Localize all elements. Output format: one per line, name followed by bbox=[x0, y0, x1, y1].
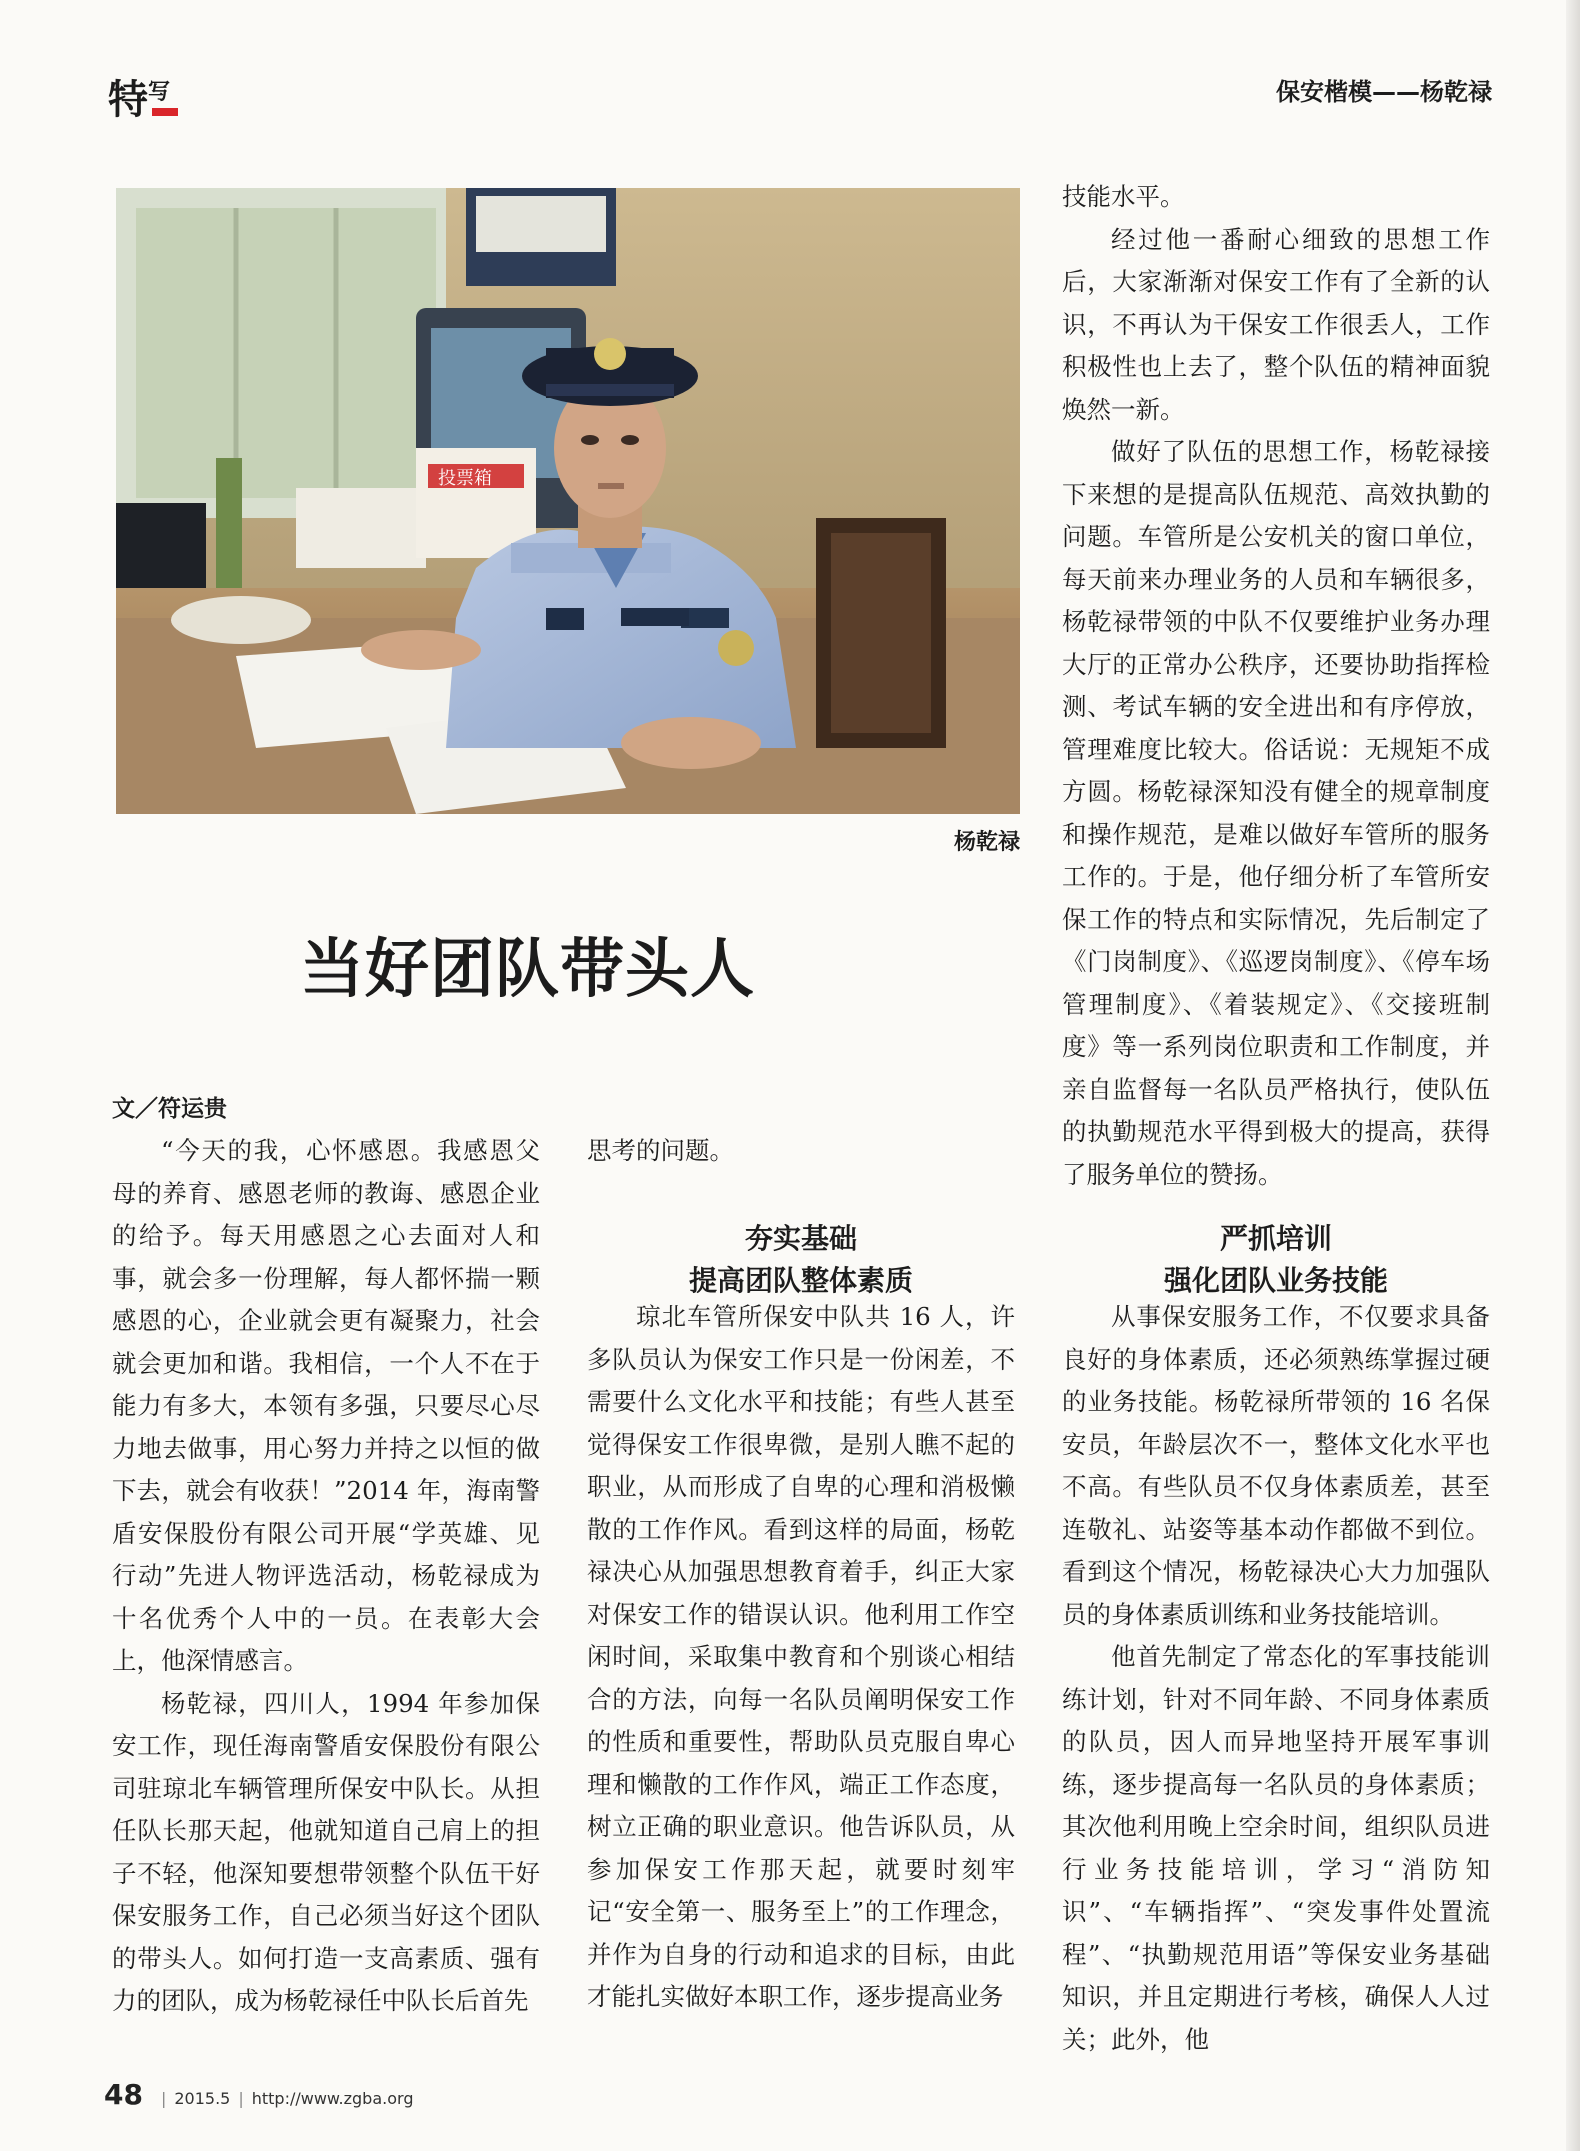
paragraph: 杨乾禄，四川人，1994 年参加保安工作，现任海南警盾安保股份有限公司驻琼北车辆管理所保安中队长。从担任队长那天起，他就知道自己肩上的担子不轻，他深知要想带领整个队伍干好保安服务工作，自己必须当好这个团队的带头人。如何打造一支高素质、强有力的团队，成为杨乾禄任中队长后首先 bbox=[112, 1688, 540, 2015]
paragraph: 做好了队伍的思想工作，杨乾禄接下来想的是提高队伍规范、高效执勤的问题。车管所是公安机关的窗口单位，每天前来办理业务的人员和车辆很多，杨乾禄带领的中队不仅要维护业务办理大厅的正常办公秩序，还要协助指挥检测、考试车辆的安全进出和有序停放，管理难度比较大。俗话说：无规矩不成方圆。杨乾禄深知没有健全的规章制度和操作规范，是难以做好车管所的服务工作的。于是，他仔细分析了车管所安保工作的特点和实际情况，先后制定了《门岗制度》、《巡逻岗制度》、《停车场管理制度》、《着装规定》、《交接班制度》等一系列岗位职责和工作制度，并亲自监督每一名队员严格执行，使队伍的执勤规范水平得到极大的提高，获得了服务单位的赞扬。 bbox=[1062, 437, 1490, 1189]
section-tag-big: 特 bbox=[108, 77, 148, 123]
page-number: 48 bbox=[104, 2078, 143, 2111]
column-3-top bbox=[1062, 176, 1490, 1196]
article-byline: 文／符运贵 bbox=[112, 1096, 227, 1122]
column-1 bbox=[112, 1130, 540, 2023]
paragraph: 技能水平。 bbox=[1062, 182, 1185, 211]
paragraph: 从事保安服务工作，不仅要求具备良好的身体素质，还必须熟练掌握过硬的业务技能。杨乾禄所带领的 16 名保安员，年龄层次不一，整体文化水平也不高。有些队员不仅身体素质差，甚至连敬礼、站姿等基本动作都做不到位。看到这个情况，杨乾禄决心大力加强队员的身体素质训练和业务技能培训。 bbox=[1062, 1302, 1490, 1629]
section-3-title-line2: 强化团队业务技能 bbox=[1163, 1264, 1388, 1297]
article-headline: 当好团队带头人 bbox=[300, 933, 755, 1007]
portrait-photo bbox=[116, 188, 1020, 814]
section-3-heading bbox=[1062, 1218, 1490, 1302]
website-url: http://www.zgba.org bbox=[251, 2089, 414, 2108]
column-3-body bbox=[1062, 1296, 1490, 2061]
section-tag-bar bbox=[152, 108, 178, 116]
section-tag bbox=[108, 68, 170, 125]
paragraph: “今天的我，心怀感恩。我感恩父母的养育、感恩老师的教诲、感恩企业的给予。每天用感恩之心去面对人和事，就会多一份理解，每人都怀揣一颗感恩的心，企业就会更有凝聚力，社会就会更加和谐。我相信，一个人不在于能力有多大，本领有多强，只要尽心尽力地去做事，用心努力并持之以恒的做下去，就会有收获！”2014 年，海南警盾安保股份有限公司开展“学英雄、见行动”先进人物评选活动，杨乾禄成为十名优秀个人中的一员。在表彰大会上，他深情感言。 bbox=[112, 1136, 540, 1675]
section-2-title-line2: 提高团队整体素质 bbox=[688, 1264, 913, 1297]
section-3-title-line1: 严抓培训 bbox=[1219, 1222, 1332, 1255]
paragraph: 琼北车管所保安中队共 16 人，许多队员认为保安工作只是一份闲差，不需要什么文化水平和技能；有些人甚至觉得保安工作很卑微，是别人瞧不起的职业，从而形成了自卑的心理和消极懒散的工作作风。看到这样的局面，杨乾禄决心从加强思想教育着手，纠正大家对保安工作的错误认识。他利用工作空闲时间，采取集中教育和个别谈心相结合的方法，向每一名队员阐明保安工作的性质和重要性，帮助队员克服自卑心理和懒散的工作作风，端正工作态度，树立正确的职业意识。他告诉队员，从参加保安工作那天起，就要时刻牢记“安全第一、服务至上”的工作理念，并作为自身的行动和追求的目标，由此才能扎实做好本职工作，逐步提高业务 bbox=[587, 1302, 1015, 2011]
footer-separator: | bbox=[160, 2089, 167, 2108]
paragraph: 经过他一番耐心细致的思想工作后，大家渐渐对保安工作有了全新的认识，不再认为干保安工作很丢人，工作积极性也上去了，整个队伍的精神面貌焕然一新。 bbox=[1062, 224, 1490, 424]
section-2-title-line1: 夯实基础 bbox=[744, 1222, 857, 1255]
issue-date: 2015.5 bbox=[174, 2089, 231, 2108]
paragraph: 思考的问题。 bbox=[587, 1136, 734, 1165]
sign-text: 投票箱 bbox=[438, 468, 492, 489]
running-head: 保安楷模——杨乾禄 bbox=[1276, 78, 1492, 106]
paragraph: 他首先制定了常态化的军事技能训练计划，针对不同年龄、不同身体素质的队员，因人而异地坚持开展军事训练，逐步提高每一名队员的身体素质；其次他利用晚上空余时间，组织队员进行业务技能培训，学习“消防知识”、“车辆指挥”、“突发事件处置流程”、“执勤规范用语”等保安业务基础知识，并且定期进行考核，确保人人过关；此外，他 bbox=[1062, 1642, 1490, 2054]
photo-caption: 杨乾禄 bbox=[953, 830, 1020, 855]
column-2-top bbox=[587, 1130, 1015, 1173]
photo-illustration bbox=[116, 188, 1020, 814]
section-2-heading bbox=[587, 1218, 1015, 1302]
footer-separator: | bbox=[238, 2089, 244, 2108]
section-tag-small: 写 bbox=[148, 80, 171, 105]
page-footer bbox=[104, 2078, 413, 2111]
scan-edge bbox=[1566, 0, 1580, 2151]
column-2-body bbox=[587, 1296, 1015, 2019]
